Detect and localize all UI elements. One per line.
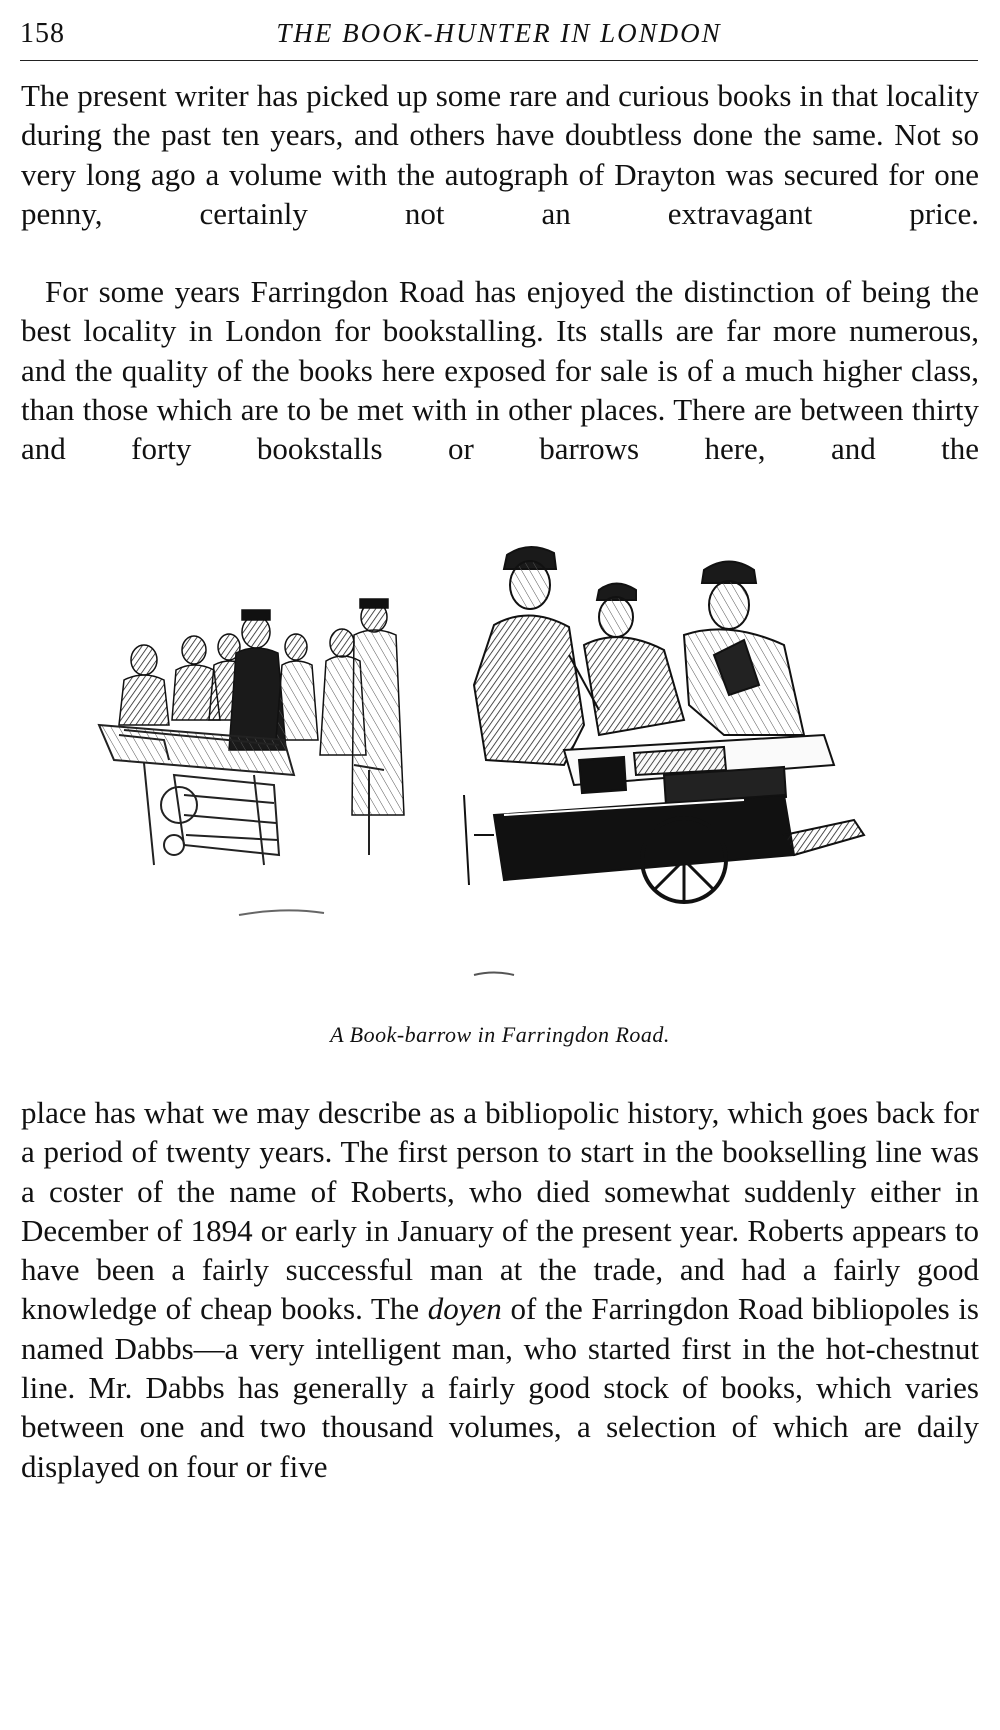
paragraph-2: For some years Farringdon Road has enjoyed the distinction of being the best locality in London for bookstalling. Its stalls are far more numerous, and the quality of the books here exposed for sale is of a much higher class, than those which are to be met with in other places. There are between thirty and forty bookstalls or barrows here, and the [21, 274, 979, 467]
page-header [20, 14, 978, 61]
right-barrow-group [464, 547, 864, 975]
paragraph-3 [21, 1093, 979, 1486]
running-head: THE BOOK-HUNTER IN LONDON [276, 18, 722, 48]
paragraph-3-text-end: of the Farringdon Road bibliopoles is named Dabbs—a very intelligent man, who started first in the hot-chestnut line. Mr. Dabbs has generally a fairly good stock of books, which varies between one and two thousand volumes, a selection of which are daily displayed on four or five [21, 1291, 979, 1484]
engraving-illustration [24, 535, 984, 1015]
book-barrow-illustration [24, 535, 984, 1015]
paragraph-3-text-start: place has what we may describe as a bibliopolic history, which goes back for a period of twenty years. The first person to start in the bookselling line was a coster of the name of Roberts, who died somewhat suddenly either in December of 1894 or early in January of the present year. Roberts appears to have been a fairly successful man at the trade, and had a fairly good knowledge of cheap books. The [21, 1095, 979, 1327]
paragraph-1: The present writer has picked up some rare and curious books in that locality during the past ten years, and others have doubtless done the same. Not so very long ago a volume with the autograph of Drayton was secured for one penny, certainly not an extravagant price. [21, 78, 979, 231]
paragraph-3-italic-word: doyen [427, 1291, 502, 1327]
page-number: 158 [20, 18, 65, 49]
figure-caption: A Book-barrow in Farringdon Road. [330, 1022, 670, 1047]
left-barrow-group [99, 599, 404, 915]
